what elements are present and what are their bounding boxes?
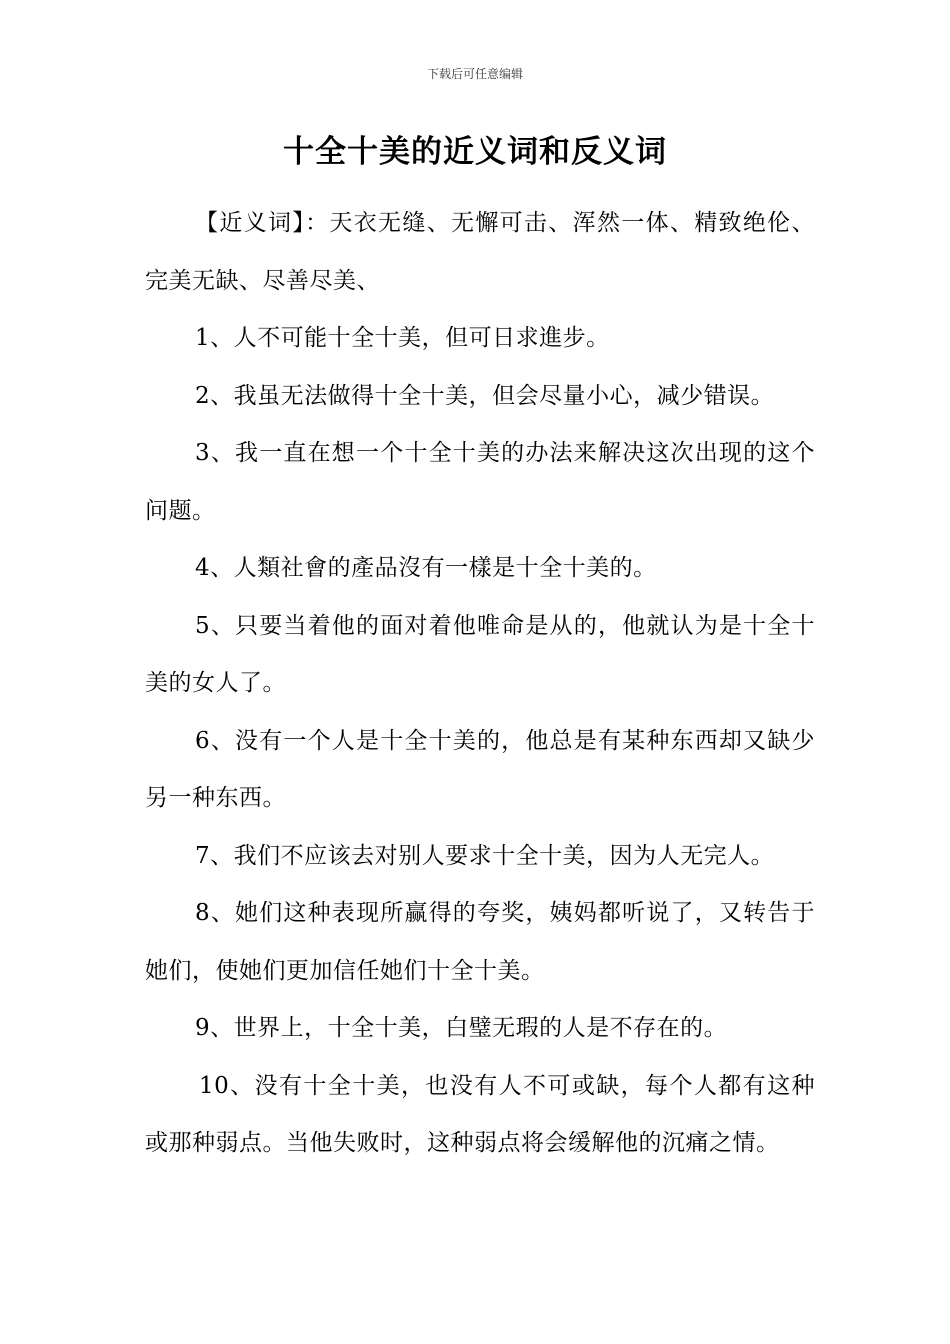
paragraph-example-2: 2、我虽无法做得十全十美，但会尽量小心，减少错误。: [195, 382, 775, 409]
paragraph-example-5: 5、只要当着他的面对着他唯命是从的，他就认为是十全十美的女人了。: [145, 612, 815, 696]
paragraph-example-3: 3、我一直在想一个十全十美的办法来解决这次出现的这个问题。: [145, 440, 815, 524]
page-title: 十全十美的近义词和反义词: [283, 134, 667, 170]
paragraph-example-7: 7、我们不应该去对别人要求十全十美，因为人无完人。: [195, 842, 775, 869]
paragraph-example-1: 1、人不可能十全十美，但可日求進步。: [195, 325, 610, 351]
paragraph-synonyms: 【近义词】：天衣无缝、无懈可击、浑然一体、精致绝伦、完美无缺、尽善尽美、: [145, 210, 815, 294]
document-body: [145, 195, 815, 1173]
paragraph-example-6: 6、没有一个人是十全十美的，他总是有某种东西却又缺少另一种东西。: [145, 727, 815, 811]
paragraph-example-10: 10、没有十全十美，也没有人不可或缺，每个人都有这种或那种弱点。当他失败时，这种弱点将会缓解他的沉痛之情。: [145, 1072, 815, 1156]
paragraph-example-8: 8、她们这种表现所赢得的夸奖，姨妈都听说了，又转告于她们，使她们更加信任她们十全十美。: [145, 900, 815, 984]
paragraph-example-9: 9、世界上，十全十美，白璧无瑕的人是不存在的。: [195, 1015, 728, 1041]
paragraph-example-4: 4、人類社會的產品沒有一樣是十全十美的。: [195, 555, 657, 581]
header-note: 下载后可任意编辑: [426, 67, 523, 81]
